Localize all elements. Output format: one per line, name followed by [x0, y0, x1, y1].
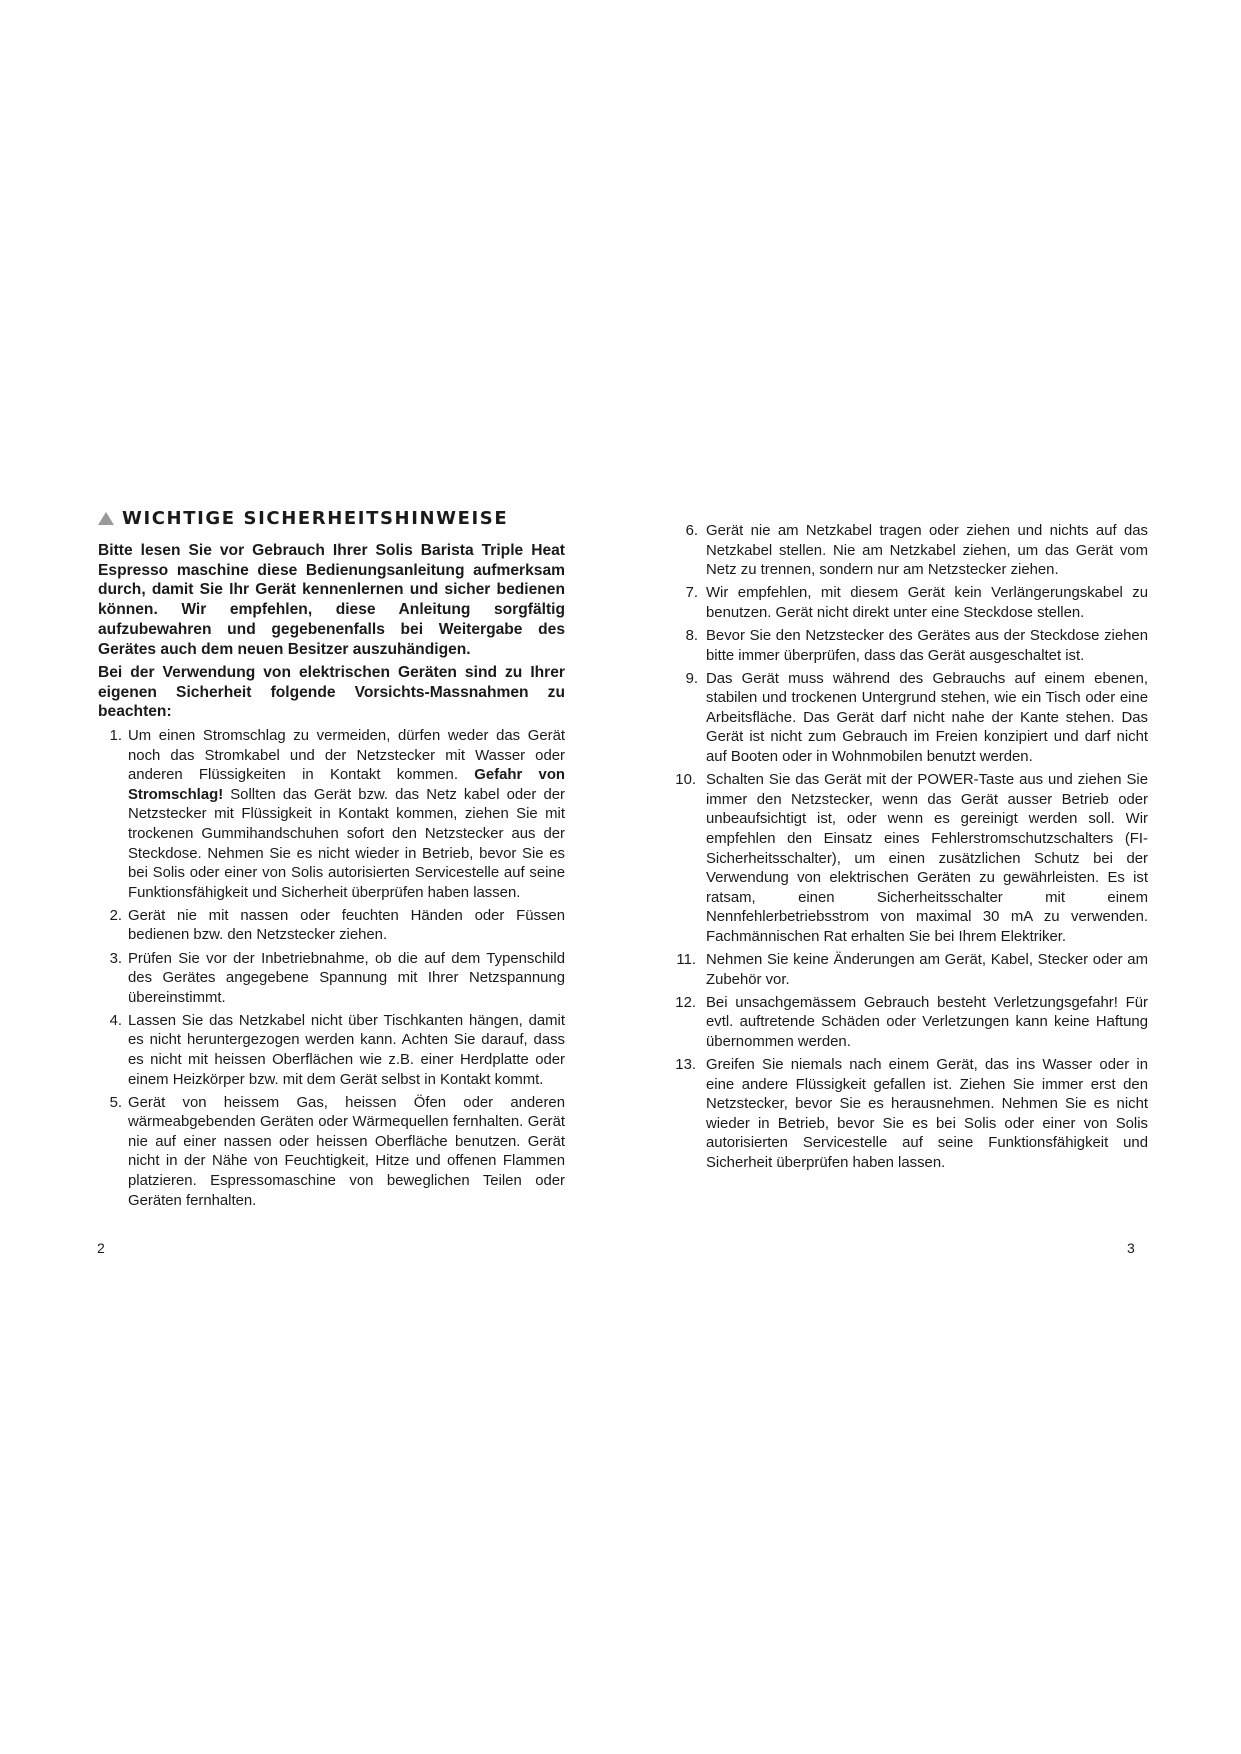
list-item [98, 1094, 565, 1212]
list-item [676, 584, 1148, 623]
item-number: 6. [685, 523, 698, 539]
item-number: 4. [109, 1012, 122, 1029]
item-number: 3. [109, 950, 122, 967]
item-number: 1. [109, 728, 122, 744]
item-number: 10. [675, 772, 696, 789]
item-text: Um einen Stromschlag zu vermeiden, dürfen weder das Gerät noch das Stromkabel und der Netzstecker mit Wasser oder anderen Flüssigkeiten in Kontakt kommen. [128, 728, 565, 784]
item-text: Greifen Sie niemals nach einem Gerät, das ins Wasser oder in eine andere Flüssigkeit gefallen ist. Ziehen Sie immer erst den Netzstecker, bevor Sie es herausnehmen. Nehmen Sie es nicht wieder in Betrieb, bevor Sie es bei Solis oder einer von Solis autorisierten Servicestelle auf seine Funktionsfähigkeit und Sicherheit überprüfen haben lassen. [706, 1056, 1148, 1171]
item-warning: Gefahr von Stromschlag! [128, 767, 566, 803]
item-text: Das Gerät muss während des Gebrauchs auf einem ebenen, stabilen und trockenen Untergrund stehen, wie ein Tisch oder eine Arbeitsfläche. Das Gerät darf nicht nahe der Kante stehen. Das Gerät ist nicht zum Gebrauch im Freien konzipiert und darf nicht auf Booten oder in Wohnmobilen benutzt werden. [706, 670, 1148, 766]
intro-paragraph: Bitte lesen Sie vor Gebrauch Ihrer Solis Barista Triple Heat Espresso maschine diese Bedienungsanleitung aufmerksam durch, damit Sie Ihr Gerät kennenlernen und sicher bedienen können. Wir empfehlen, diese Anleitung sorgfältig aufzubewahren und gegebenenfalls bei Weitergabe des Gerätes auch dem neuen Besitzer auszuhändigen. [98, 542, 565, 658]
item-text: Sollten das Gerät bzw. das Netz kabel oder der Netzstecker mit Flüssigkeit in Kontakt kommen, ziehen Sie mit trockenen Gummihandschuhen sofort den Netzstecker aus der Steckdose. Nehmen Sie es nicht wieder in Betrieb, bevor Sie es bei Solis oder einer von Solis autorisierten Servicestelle auf seine Funktionsfähigkeit und Sicherheit überprüfen haben lassen. [128, 786, 565, 901]
safety-list-right [676, 522, 1148, 1177]
item-number: 2. [109, 907, 122, 924]
item-number: 7. [685, 585, 698, 602]
section-title: WICHTIGE SICHERHEITSHINWEISE [122, 508, 509, 529]
list-item [676, 670, 1148, 768]
item-text: Bevor Sie den Netzstecker des Gerätes aus der Steckdose ziehen bitte immer überprüfen, dass das Gerät ausgeschaltet ist. [706, 627, 1148, 664]
list-item [676, 771, 1148, 947]
item-text: Wir empfehlen, mit diesem Gerät kein Verlängerungskabel zu benutzen. Gerät nicht direkt unter eine Steckdose stellen. [706, 585, 1148, 621]
item-text: Bei unsachgemässem Gebrauch besteht Verletzungsgefahr! Für evtl. auftretende Schäden oder Verletzungen kann keine Haftung übernommen werden. [706, 994, 1148, 1050]
item-number: 11. [676, 951, 696, 968]
item-text: Gerät nie mit nassen oder feuchten Händen oder Füssen bedienen bzw. den Netzstecker ziehen. [128, 907, 565, 944]
list-item [676, 627, 1148, 666]
list-item [676, 1056, 1148, 1174]
section-heading [98, 508, 508, 529]
precautions-intro: Bei der Verwendung von elektrischen Geräten sind zu Ihrer eigenen Sicherheit folgende Vorsichts-Massnahmen zu beachten: [98, 664, 565, 721]
list-item [676, 994, 1148, 1053]
list-item [98, 1012, 565, 1090]
list-item [98, 907, 565, 946]
item-number: 9. [685, 670, 698, 687]
item-text: Gerät von heissem Gas, heissen Öfen oder anderen wärmeabgebenden Geräten oder Wärmequellen fernhalten. Gerät nie auf einer nassen oder heissen Oberfläche benutzen. Gerät nicht in der Nähe von Feuchtigkeit, Hitze und offenen Flammen platzieren. Espressomaschine von beweglichen Teilen oder Geräten fernhalten. [128, 1094, 565, 1209]
item-text: Nehmen Sie keine Änderungen am Gerät, Kabel, Stecker oder am Zubehör vor. [706, 951, 1148, 988]
list-item [676, 951, 1148, 990]
item-text: Prüfen Sie vor der Inbetriebnahme, ob die auf dem Typenschild des Gerätes angegebene Spannung mit Ihrer Netzspannung übereinstimmt. [128, 950, 565, 1006]
list-item [98, 727, 565, 903]
safety-list-left [98, 727, 565, 1215]
item-text: Schalten Sie das Gerät mit der POWER-Taste aus und ziehen Sie immer den Netzstecker, wenn das Gerät ausser Betrieb oder unbeaufsichtigt ist, oder wenn es gereinigt werden soll. Wir empfehlen den Einsatz eines Fehlerstromschutzschalters (FI-Sicherheitsschalter), um einen zusätzlichen Schutz bei der Verwendung von elektrischen Geräten zu gewährleisten. Es ist ratsam, einen Sicherheitsschalter mit einem Nennfehlerbetriebsstrom von maximal 30 mA zu verwenden. Fachmännischen Rat erhalten Sie bei Ihrem Elektriker. [706, 772, 1148, 945]
item-number: 5. [109, 1094, 122, 1111]
page-number-right: 3 [1127, 1240, 1135, 1256]
item-number: 8. [685, 627, 698, 644]
item-number: 12. [675, 994, 696, 1011]
list-item [676, 522, 1148, 581]
list-item [98, 950, 565, 1009]
item-number: 13. [675, 1056, 696, 1073]
page-number-left: 2 [97, 1240, 105, 1256]
item-text: Gerät nie am Netzkabel tragen oder ziehen und nichts auf das Netzkabel stellen. Nie am Netzkabel ziehen, um das Gerät vom Netz zu trennen, sondern nur am Netzstecker ziehen. [706, 523, 1148, 579]
warning-triangle-icon [98, 512, 114, 525]
item-text: Lassen Sie das Netzkabel nicht über Tischkanten hängen, damit es nicht heruntergezogen werden kann. Achten Sie darauf, dass es nicht mit heissen Oberflächen wie z.B. einer Herdplatte oder einem Heizkörper bzw. mit dem Gerät selbst in Kontakt kommt. [128, 1012, 565, 1088]
